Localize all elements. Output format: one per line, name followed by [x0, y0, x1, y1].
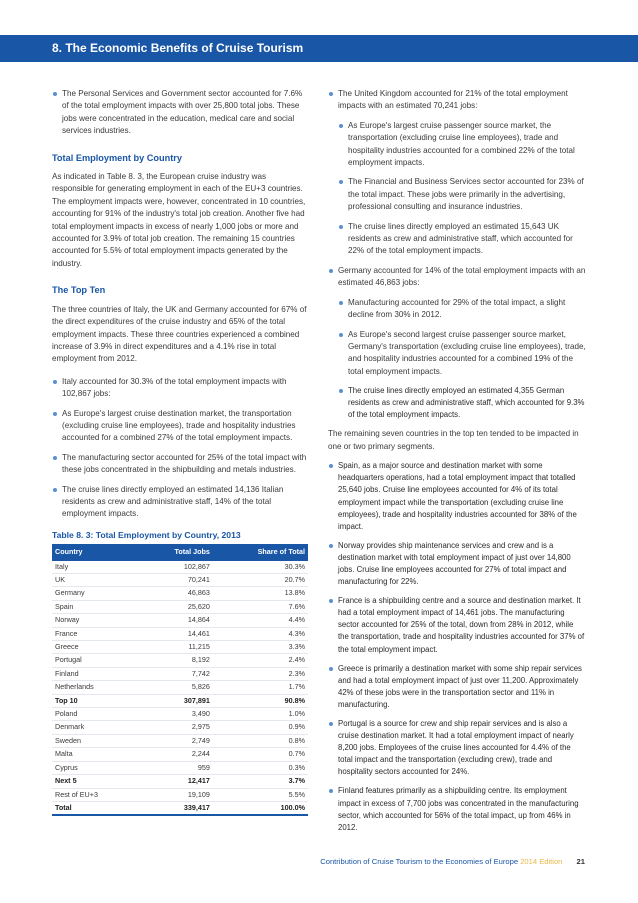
- right-column: [328, 88, 586, 841]
- bullet-italy-cruise-lines: The cruise lines directly employed an estimated 14,136 Italian residents as crew and administrative staff, 14% of the total employment impacts.: [52, 484, 308, 521]
- bullet-uk-financial: The Financial and Business Services sector accounted for 23% of the total impact. These jobs were primarily in the advertising, professional consulting and insurance industries.: [338, 176, 586, 213]
- page-number: 21: [576, 857, 585, 866]
- bullet-germany-cruise-lines: The cruise lines directly employed an estimated 4,355 German residents as crew and administrative staff, which accounted for 9.3% of the total employment impacts.: [338, 385, 586, 421]
- cell-country: Sweden: [52, 734, 139, 747]
- cell-country: Finland: [52, 667, 139, 680]
- bullet-germany-transport: As Europe's second largest cruise passenger source market, Germany's transportation (excluding cruise line employees), trade, and hospitality industries accounted for a combined 19% of the total employment impacts.: [338, 329, 586, 379]
- cell-total-jobs: 2,975: [139, 721, 213, 734]
- cell-total-jobs: 46,863: [139, 587, 213, 600]
- footer-title: Contribution of Cruise Tourism to the Economies of Europe: [320, 857, 519, 866]
- table-row: [52, 801, 308, 815]
- footer-edition: 2014 Edition: [520, 857, 563, 866]
- cell-share: 90.8%: [213, 694, 308, 707]
- cell-share: 0.9%: [213, 721, 308, 734]
- table-row: [52, 587, 308, 600]
- table-row: [52, 721, 308, 734]
- cell-country: Norway: [52, 614, 139, 627]
- bullet-norway: Norway provides ship maintenance services and crew and is a destination market with total employment impact of just over 14,800 jobs. Cruise line employees accounted for 27% of total impact and manufacturing for 22%.: [328, 540, 586, 588]
- cell-country: UK: [52, 574, 139, 587]
- cell-total-jobs: 2,749: [139, 734, 213, 747]
- cell-share: 13.8%: [213, 587, 308, 600]
- bullet-uk-transport: As Europe's largest cruise passenger source market, the transportation (excluding cruise line employees), trade and hospitality industries accounted for a combined 22% of the total employment impacts.: [338, 120, 586, 170]
- table-row: [52, 600, 308, 613]
- cell-country: Denmark: [52, 721, 139, 734]
- cell-share: 0.8%: [213, 734, 308, 747]
- cell-total-jobs: 7,742: [139, 667, 213, 680]
- table-row: [52, 667, 308, 680]
- cell-share: 4.3%: [213, 627, 308, 640]
- table-row: [52, 775, 308, 788]
- bullet-uk: The United Kingdom accounted for 21% of the total employment impacts with an estimated 70,241 jobs:: [328, 88, 586, 113]
- cell-total-jobs: 14,864: [139, 614, 213, 627]
- page-footer: [0, 857, 585, 866]
- bullet-germany-manufacturing: Manufacturing accounted for 29% of the total impact, a slight decline from 30% in 2012.: [338, 297, 586, 322]
- col-header-total-jobs: Total Jobs: [174, 547, 210, 557]
- cell-share: 100.0%: [213, 801, 308, 815]
- cell-country: Netherlands: [52, 681, 139, 694]
- cell-country: Total: [52, 801, 139, 815]
- bullet-finland: Finland features primarily as a shipbuilding centre. Its employment impact in excess of 7,700 jobs was concentrated in the manufacturing sector, which accounted for 56% of the total impact, up from 46% in 2012.: [328, 785, 586, 833]
- cell-share: 0.7%: [213, 748, 308, 761]
- intro-bullet: The Personal Services and Government sector accounted for 7.6% of the total employment impacts with over 25,800 total jobs. These jobs were concentrated in the education, medical care and social services industries.: [52, 88, 308, 138]
- cell-country: Top 10: [52, 694, 139, 707]
- cell-country: Portugal: [52, 654, 139, 667]
- bullet-italy-manufacturing: The manufacturing sector accounted for 25% of the total impact with these jobs concentrated in the shipbuilding and metals industries.: [52, 452, 308, 477]
- cell-total-jobs: 19,109: [139, 788, 213, 801]
- cell-share: 0.3%: [213, 761, 308, 774]
- cell-country: France: [52, 627, 139, 640]
- table-row: [52, 748, 308, 761]
- cell-share: 3.3%: [213, 641, 308, 654]
- cell-total-jobs: 3,490: [139, 708, 213, 721]
- table-row: [52, 788, 308, 801]
- cell-total-jobs: 8,192: [139, 654, 213, 667]
- table-header-row: [52, 544, 308, 560]
- table-row: [52, 734, 308, 747]
- cell-total-jobs: 12,417: [139, 775, 213, 788]
- cell-total-jobs: 959: [139, 761, 213, 774]
- cell-total-jobs: 5,826: [139, 681, 213, 694]
- cell-share: 7.6%: [213, 600, 308, 613]
- table-row: [52, 614, 308, 627]
- table-row: [52, 574, 308, 587]
- section-header-bar: [0, 35, 638, 62]
- cell-total-jobs: 307,891: [139, 694, 213, 707]
- section-title: 8. The Economic Benefits of Cruise Tourism: [52, 41, 304, 55]
- cell-total-jobs: 25,620: [139, 600, 213, 613]
- cell-country: Malta: [52, 748, 139, 761]
- bullet-greece: Greece is primarily a destination market with some ship repair services and had a total employment impact of just over 11,200. Approximately 42% of these jobs were in the transportation sector and 11% in manufacturing.: [328, 663, 586, 711]
- paragraph-top-ten: The three countries of Italy, the UK and Germany accounted for 67% of the direct expenditures of the cruise industry and 65% of the total employment impacts. These three countries experienced a combined increase of 3.9% in direct expenditures and a 4.1% rise in total employment from 2012.: [52, 304, 307, 364]
- cell-country: Next 5: [52, 775, 139, 788]
- cell-total-jobs: 11,215: [139, 641, 213, 654]
- bullet-italy: Italy accounted for 30.3% of the total employment impacts with 102,867 jobs:: [52, 376, 308, 401]
- cell-country: Rest of EU+3: [52, 788, 139, 801]
- heading-top-ten: The Top Ten: [52, 285, 106, 296]
- cell-share: 2.4%: [213, 654, 308, 667]
- cell-share: 1.0%: [213, 708, 308, 721]
- table-row: [52, 654, 308, 667]
- table-row: [52, 708, 308, 721]
- table-row: [52, 761, 308, 774]
- paragraph-remaining-seven: The remaining seven countries in the top ten tended to be impacted in one or two primary segments.: [328, 429, 579, 451]
- cell-share: 2.3%: [213, 667, 308, 680]
- cell-country: Cyprus: [52, 761, 139, 774]
- table-row: [52, 627, 308, 640]
- bullet-germany: Germany accounted for 14% of the total employment impacts with an estimated 46,863 jobs:: [328, 265, 586, 290]
- bullet-spain: Spain, as a major source and destination market with some headquarters operations, had a total employment impact that totalled 25,640 jobs. Cruise line employees accounted for 4% of its total employment impact while the transportation (excluding cruise line employees), trade and hospitality industries accounted for 38% of the impact.: [328, 460, 586, 533]
- left-column: [52, 88, 308, 816]
- cell-total-jobs: 339,417: [139, 801, 213, 815]
- bullet-portugal: Portugal is a source for crew and ship repair services and is also a cruise destination market. It had a total employment impact of nearly 8,200 jobs. Employees of the cruise lines accounted for 4.4% of the total impact and the transportation (excluding crew), trade and hospitality sectors accounted for 24%.: [328, 718, 586, 778]
- cell-share: 5.5%: [213, 788, 308, 801]
- cell-country: Germany: [52, 587, 139, 600]
- table-row: [52, 561, 308, 574]
- col-header-share: Share of Total: [257, 547, 305, 557]
- cell-country: Italy: [52, 561, 139, 574]
- cell-share: 3.7%: [213, 775, 308, 788]
- bullet-uk-cruise-lines: The cruise lines directly employed an estimated 15,643 UK residents as crew and administrative staff, which accounted for 22% of the total employment impacts.: [338, 221, 586, 258]
- employment-table: [52, 544, 308, 816]
- bullet-france: France is a shipbuilding centre and a source and destination market. It had a total employment impact of 14,461 jobs. The manufacturing sector accounted for 25% of the total, down from 28% in 2012, while the transportation, trade and hospitality industries accounted for 37% of the total employment impact.: [328, 595, 586, 655]
- cell-total-jobs: 70,241: [139, 574, 213, 587]
- cell-total-jobs: 102,867: [139, 561, 213, 574]
- cell-share: 20.7%: [213, 574, 308, 587]
- cell-share: 1.7%: [213, 681, 308, 694]
- cell-share: 30.3%: [213, 561, 308, 574]
- table-row: [52, 641, 308, 654]
- bullet-italy-transport: As Europe's largest cruise destination market, the transportation (excluding cruise line employees), trade and hospitality industries accounted for a combined 27% of the total employment impacts.: [52, 408, 308, 445]
- cell-total-jobs: 2,244: [139, 748, 213, 761]
- cell-total-jobs: 14,461: [139, 627, 213, 640]
- heading-total-employment: Total Employment by Country: [52, 152, 182, 163]
- paragraph-total-employment: As indicated in Table 8. 3, the European cruise industry was responsible for generating employment in each of the EU+3 countries. The employment impacts were, however, concentrated in 10 countries, accounting for 91% of the industry's total job creation. Another five had total employment impacts in excess of nearly 1,000 jobs or more and accounted for 3.9% of total job creation. The remaining 15 countries accounted for 5.5% of total employment impacts generated by the industry.: [52, 172, 306, 268]
- table-row: [52, 694, 308, 707]
- cell-country: Greece: [52, 641, 139, 654]
- cell-country: Spain: [52, 600, 139, 613]
- table-row: [52, 681, 308, 694]
- table-body: [52, 561, 308, 816]
- cell-share: 4.4%: [213, 614, 308, 627]
- col-header-country: Country: [55, 547, 83, 557]
- cell-country: Poland: [52, 708, 139, 721]
- table-title: Table 8. 3: Total Employment by Country, 2013: [52, 529, 241, 540]
